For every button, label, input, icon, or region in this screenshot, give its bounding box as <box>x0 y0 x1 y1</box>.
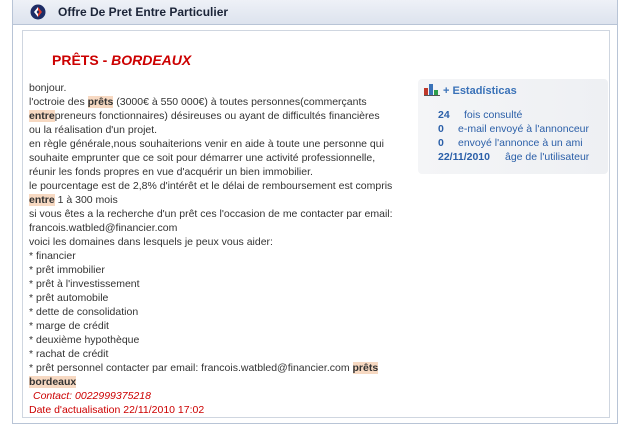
ad-body-line <box>29 221 414 235</box>
ad-text-segment: réunir les fonds propres en vue d'acquérir un bien immobilier. <box>29 166 313 178</box>
ad-body-line <box>29 235 414 249</box>
ad-body-line <box>29 319 414 333</box>
ad-text-segment: (3000€ à 550 000€) à toutes personnes(commerçants <box>113 96 367 108</box>
search-highlight: prêts <box>87 96 114 108</box>
ad-body-line <box>29 123 414 137</box>
ad-body-line <box>29 165 414 179</box>
ad-body-line <box>29 305 414 319</box>
ad-body-line <box>29 291 414 305</box>
ad-body-line <box>29 81 414 95</box>
ad-text-segment: * prêt personnel contacter par email: francois.watbled@financier.com <box>29 362 353 374</box>
ad-panel <box>12 0 618 424</box>
ad-heading-city: BORDEAUX <box>111 52 192 68</box>
ad-text-segment: * financier <box>29 250 76 262</box>
ad-text-segment: en règle générale,nous souhaiterions venir en aide à toute une personne qui <box>29 138 384 150</box>
ad-body-line <box>29 333 414 347</box>
bar-chart-icon <box>424 83 440 96</box>
ad-heading <box>52 52 191 68</box>
search-highlight: entre <box>29 194 55 206</box>
stat-label: e-mail envoyé à l'annonceur <box>458 123 589 135</box>
title-bar <box>13 0 617 25</box>
ad-text-segment: le pourcentage est de 2,8% d'intérêt et le délai de remboursement est compris <box>29 180 393 192</box>
search-highlight: prêts <box>352 362 379 374</box>
ad-body-line <box>29 193 414 207</box>
ad-text-segment: si vous êtes a la recherche d'un prêt ces l'occasion de me contacter par email: <box>29 208 393 220</box>
ad-body-line <box>29 207 414 221</box>
ad-text-segment: * prêt immobilier <box>29 264 105 276</box>
ad-body-line <box>29 361 414 375</box>
stat-label: fois consulté <box>464 109 523 121</box>
stat-value: 22/11/2010 <box>438 151 490 163</box>
ad-text-segment: * marge de crédit <box>29 320 109 332</box>
stat-user-age <box>438 151 589 163</box>
stat-shared <box>438 137 583 149</box>
ad-text-segment: preneurs fonctionnaires) désireuses ou ayant de difficultés financières <box>54 110 380 122</box>
ad-body-line <box>29 109 414 123</box>
stat-value: 24 <box>438 109 450 121</box>
stat-views <box>438 109 522 121</box>
ad-body-line <box>29 263 414 277</box>
ad-heading-prefix: PRÊTS - <box>52 52 112 68</box>
ad-body-line <box>29 249 414 263</box>
site-logo-icon <box>28 4 48 20</box>
ad-text-segment: voici les domaines dans lesquels je peux vous aider: <box>29 236 273 248</box>
ad-body-line <box>29 375 414 389</box>
ad-body-line <box>29 151 414 165</box>
ad-text-segment: * dette de consolidation <box>29 306 139 318</box>
ad-text-segment: bonjour. <box>29 82 67 94</box>
search-highlight: bordeaux <box>29 376 77 388</box>
ad-body-line <box>29 179 414 193</box>
ad-text-segment: 1 à 300 mois <box>54 194 118 206</box>
statistics-title: + Estadísticas <box>443 85 517 97</box>
ad-body-line <box>29 137 414 151</box>
ad-text-segment: ou la réalisation d'un projet. <box>29 124 158 136</box>
ad-text-segment: * rachat de crédit <box>29 348 109 360</box>
search-highlight: entre <box>29 110 55 122</box>
ad-body-text <box>29 81 414 417</box>
ad-body-line <box>29 277 414 291</box>
stat-label: âge de l'utilisateur <box>505 151 590 163</box>
ad-text-segment: souhaite emprunter que ce soit pour démarrer une activité professionnelle, <box>29 152 376 164</box>
page-title: Offre De Pret Entre Particulier <box>58 5 229 19</box>
ad-content <box>22 30 610 418</box>
ad-text-segment: francois.watbled@financier.com <box>29 222 178 234</box>
ad-text-segment: * deuxième hypothèque <box>29 334 140 346</box>
stat-label: envoyé l'annonce à un ami <box>458 137 583 149</box>
update-date: Date d'actualisation 22/11/2010 17:02 <box>29 404 205 416</box>
ad-body-line <box>29 347 414 361</box>
stat-value: 0 <box>438 137 444 149</box>
ad-text-segment: * prêt à l'investissement <box>29 278 140 290</box>
stat-emails <box>438 123 589 135</box>
statistics-box <box>418 79 608 174</box>
stat-value: 0 <box>438 123 444 135</box>
ad-text-segment: l'octroie des <box>29 96 88 108</box>
ad-text-segment: * prêt automobile <box>29 292 109 304</box>
statistics-toggle[interactable] <box>424 83 517 97</box>
contact-phone: Contact: 0022999375218 <box>33 390 151 402</box>
ad-body-line <box>29 95 414 109</box>
